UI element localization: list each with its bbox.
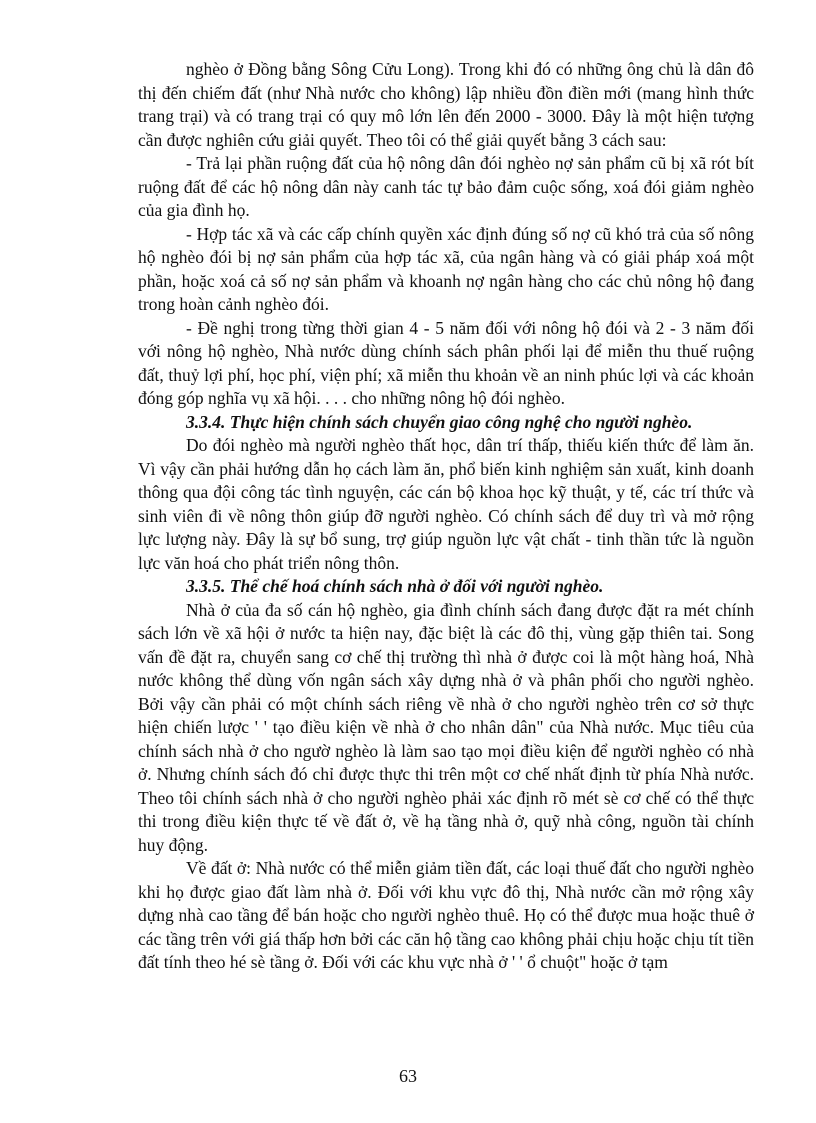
- page-number: 63: [399, 1066, 417, 1086]
- paragraph-1: nghèo ở Đồng bằng Sông Cửu Long). Trong khi đó có những ông chủ là dân đô thị đến chiếm đất (như Nhà nước cho không) lập nhiều đồn điền mới (mang hình thức trang trại) và có trang trại có quy mô lớn lên đến 2000 - 3000. Đây là một hiện tượng cần được nghiên cứu giải quyết. Theo tôi có thể giải quyết bằng 3 cách sau:: [138, 59, 754, 150]
- paragraph-3: - Hợp tác xã và các cấp chính quyền xác định đúng số nợ cũ khó trả của số nông hộ nghèo đói bị nợ sản phẩm của hợp tác xã, của ngân hàng và có giải pháp xoá một phần, hoặc xoá cả số nợ sản phẩm và khoanh nợ ngân hàng cho các chủ nông hộ đang trong hoàn cảnh nghèo đói.: [138, 223, 754, 314]
- document-body: [138, 58, 754, 975]
- paragraph-7: Về đất ở: Nhà nước có thể miễn giảm tiền đất, các loại thuế đất cho người nghèo khi họ được giao đất làm nhà ở. Đối với khu vực đô thị, Nhà nước cần mở rộng xây dựng nhà cao tầng để bán hoặc cho người nghèo thuê. Họ có thể được mua hoặc thuê ở các tầng trên với giá thấp hơn bởi các căn hộ tầng cao không phải chịu hoặc chịu tít tiền đất tính theo hé sè tầng ở. Đối với các khu vực nhà ở ' ' ổ chuột" hoặc ở tạm: [138, 858, 754, 972]
- section-heading-3-3-5: 3.3.5. Thể chế hoá chính sách nhà ở đối với người nghèo.: [186, 576, 604, 596]
- paragraph-2: - Trả lại phần ruộng đất của hộ nông dân đói nghèo nợ sản phẩm cũ bị xã rót bít ruộng đất để các hộ nông dân này canh tác tự bảo đảm cuộc sống, xoá đói giảm nghèo của gia đình họ.: [138, 153, 754, 220]
- paragraph-5: Do đói nghèo mà người nghèo thất học, dân trí thấp, thiếu kiến thức để làm ăn. Vì vậy cần phải hướng dẫn họ cách làm ăn, phổ biến kinh nghiệm sản xuất, kinh doanh thông qua đội công tác tình nguyện, các cán bộ khoa học kỹ thuật, y tế, các trí thức và sinh viên đi về nông thôn giúp đỡ người nghèo. Có chính sách để duy trì và mở rộng lực lượng này. Đây là sự bổ sung, trợ giúp nguồn lực vật chất - tinh thần tức là nguồn lực văn hoá cho phát triển nông thôn.: [138, 435, 754, 573]
- paragraph-4: - Đề nghị trong từng thời gian 4 - 5 năm đối với nông hộ đói và 2 - 3 năm đối với nông hộ nghèo, Nhà nước dùng chính sách phân phối lại để miễn thu thuế ruộng đất, thuỷ lợi phí, học phí, viện phí; xã miễn thu khoản về an ninh phúc lợi và các khoản đóng góp nghĩa vụ xã hội. . . . cho những nông hộ đói nghèo.: [138, 317, 754, 408]
- paragraph-6: Nhà ở của đa số cán hộ nghèo, gia đình chính sách đang được đặt ra mét chính sách lớn về xã hội ở nước ta hiện nay, đặc biệt là các đô thị, vùng gặp thiên tai. Song vấn đề đặt ra, chuyển sang cơ chế thị trường thì nhà ở được coi là một hàng hoá, Nhà nước không thể dùng vốn ngân sách xây dựng nhà ở và phân phối cho người nghèo. Bởi vậy cần phải có một chính sách riêng về nhà ở cho người nghèo trên cơ sở thực hiện chiến lược ' ' tạo điều kiện về nhà ở cho nhân dân" của Nhà nước. Mục tiêu của chính sách nhà ở cho ngườ nghèo là làm sao tạo mọi điều kiện để người nghèo có nhà ở. Nhưng chính sách đó chỉ được thực thi trên một cơ chế nhất định từ phía Nhà nước. Theo tôi chính sách nhà ở cho người nghèo phải xác định rõ mét sè cơ chế có thể thực thi trong điều kiện thực tế về đất ở, về hạ tầng nhà ở, quỹ nhà công, nguồn tài chính huy động.: [138, 599, 754, 855]
- section-heading-3-3-4: 3.3.4. Thực hiện chính sách chuyển giao công nghệ cho người nghèo.: [186, 411, 693, 432]
